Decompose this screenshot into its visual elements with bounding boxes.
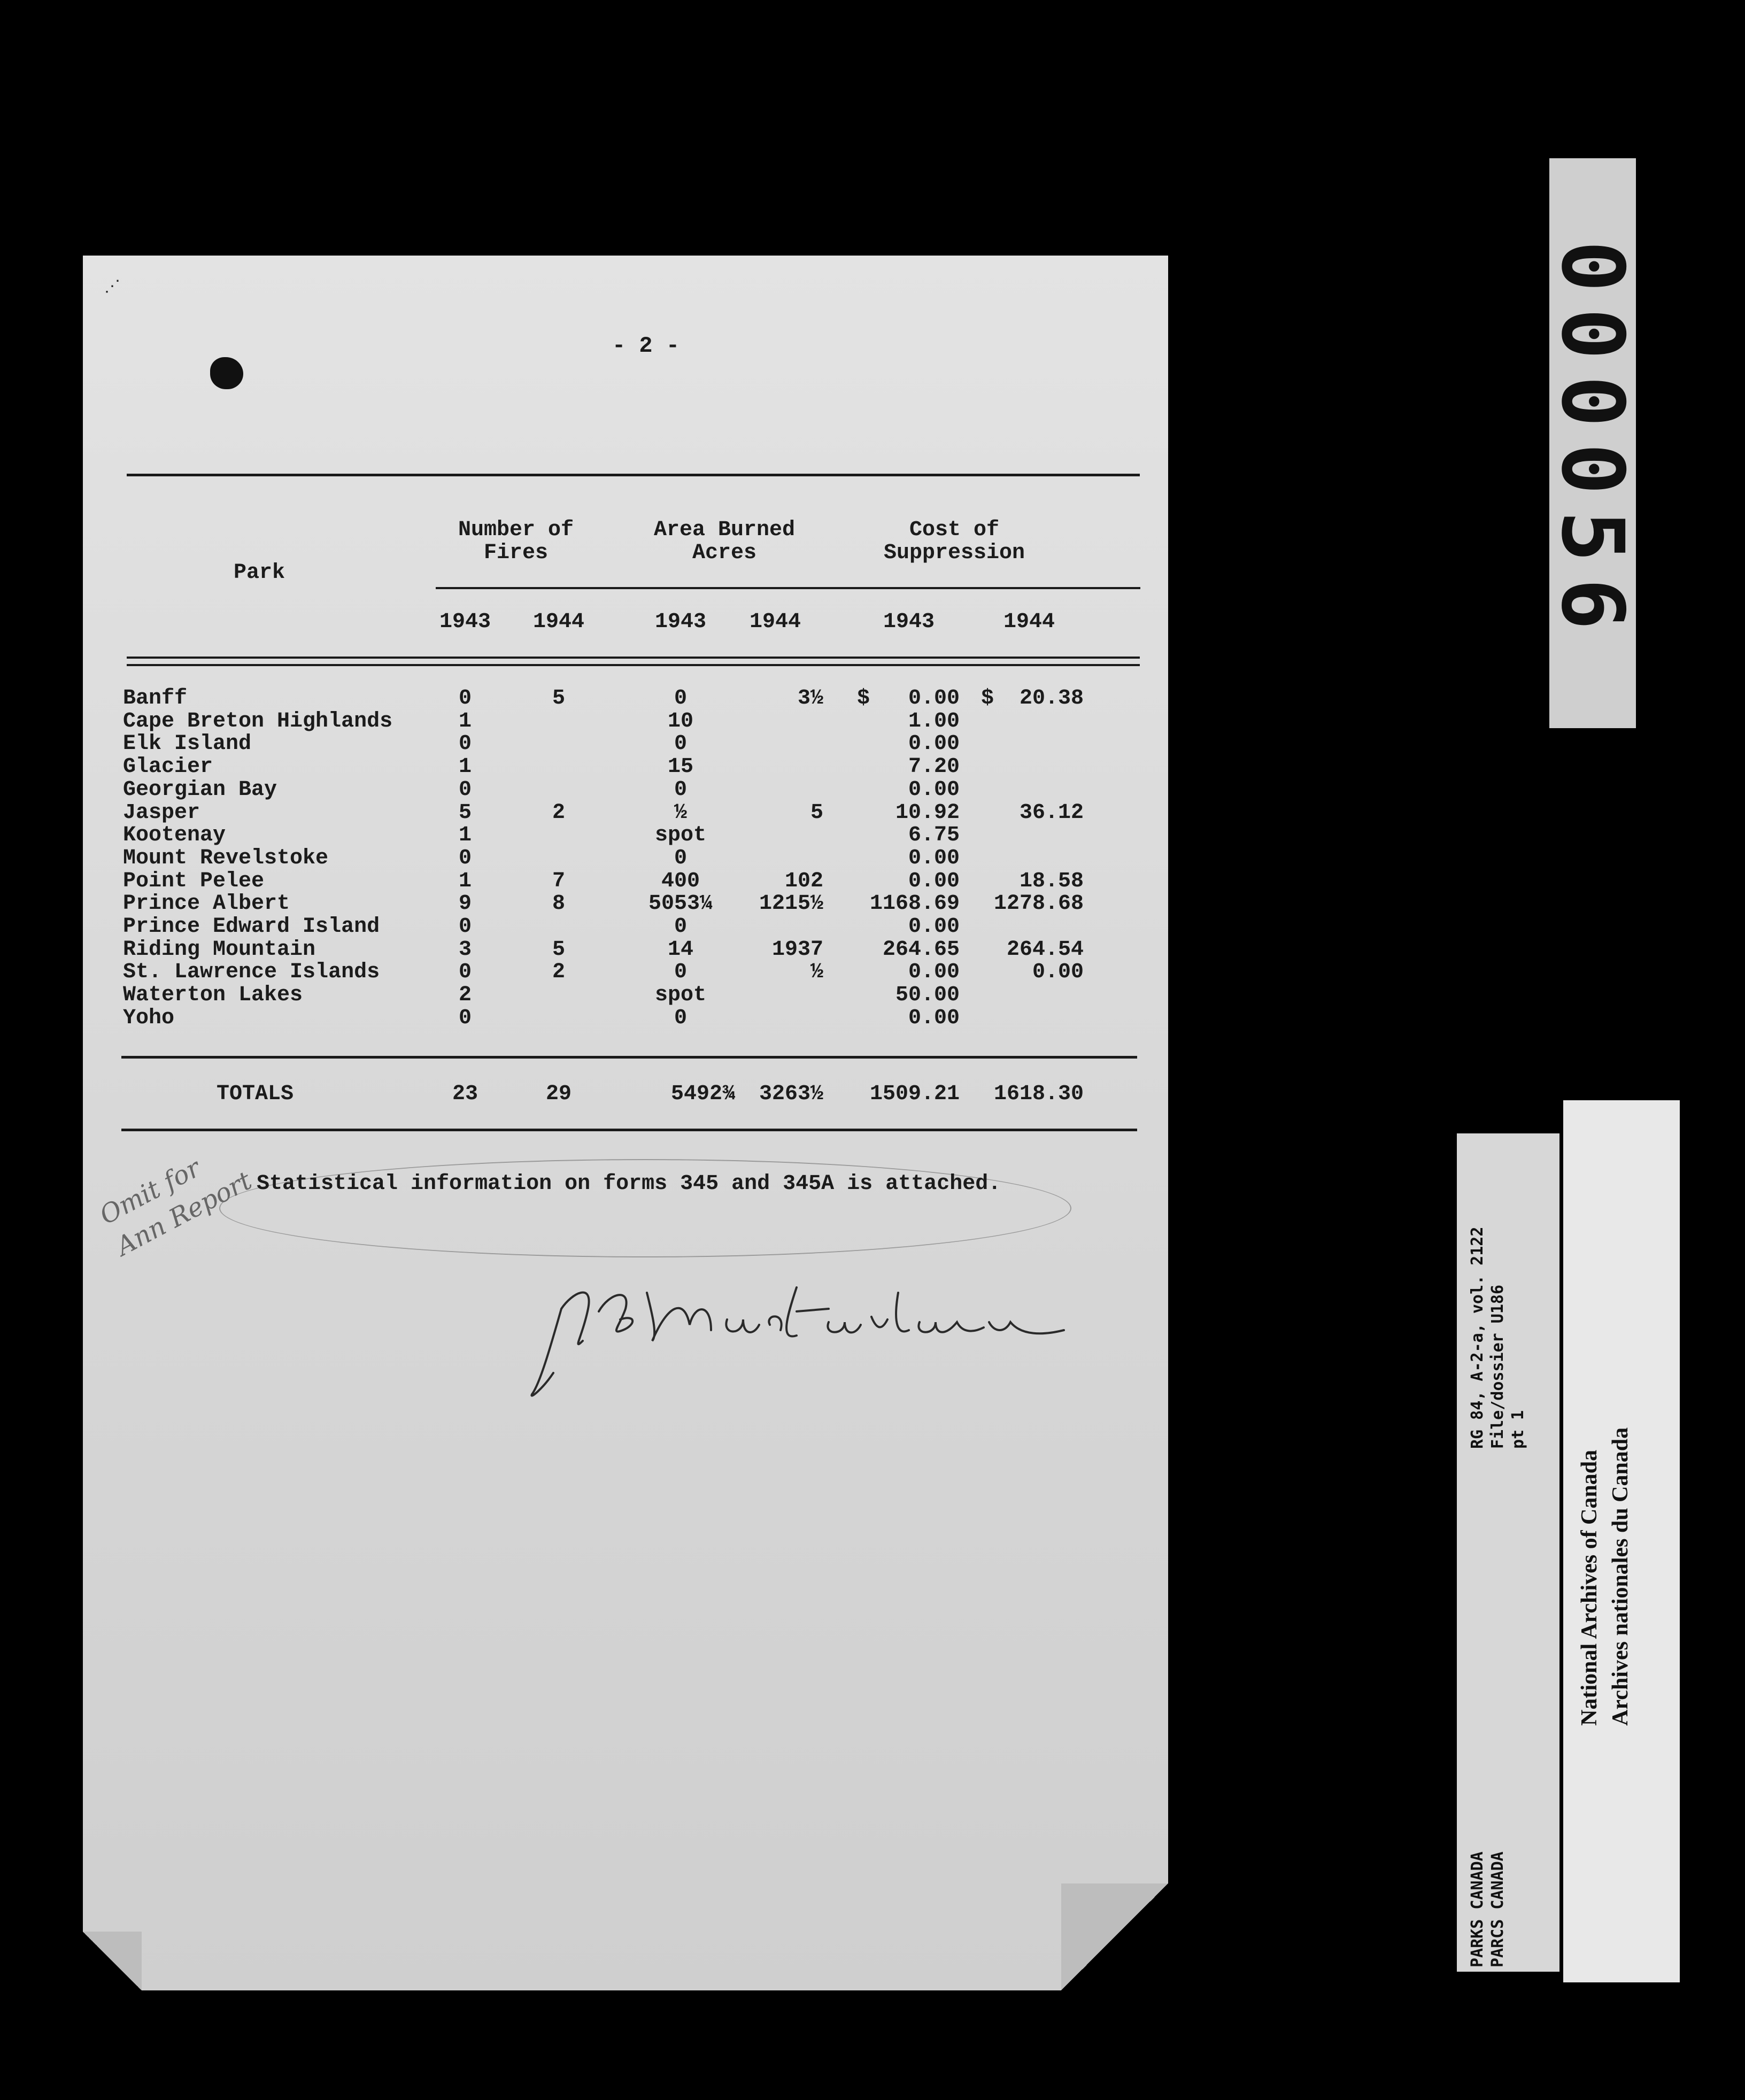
agency-line: PARCS CANADA [1488, 1851, 1507, 1967]
document-page [83, 256, 1168, 1990]
archives-institution-label [1563, 1100, 1680, 1982]
cost-1944: 18.58 [1019, 869, 1084, 893]
group-label-line1: Area Burned [653, 518, 796, 542]
totals-bottom-rule [121, 1129, 1137, 1131]
cost-1943: 7.20 [908, 755, 960, 779]
fires-1944: 8 [552, 892, 565, 916]
area-1944: ½ [810, 960, 823, 985]
area-1943: 0 [674, 846, 687, 870]
area-1944: 5 [810, 800, 823, 825]
park-name: Yoho [123, 1006, 175, 1030]
cost-1943: 0.00 [908, 732, 960, 756]
area-1943: 14 [667, 937, 693, 962]
fires-1943: 1 [458, 823, 472, 848]
year-header: 1944 [1003, 610, 1055, 634]
totals-top-rule [121, 1056, 1137, 1059]
cost-1943: 50.00 [895, 983, 960, 1008]
year-header: 1944 [749, 610, 801, 634]
area-1943: 10 [667, 709, 693, 734]
fires-1944: 7 [552, 869, 565, 893]
area-1943: 5053¼ [648, 892, 713, 916]
area-1943: 0 [674, 732, 687, 756]
institution-line: Archives nationales du Canada [1608, 1427, 1633, 1726]
cost-1944: 36.12 [1019, 800, 1084, 825]
year-header: 1943 [439, 610, 491, 634]
area-1943: 0 [674, 1006, 687, 1030]
fires-1944: 2 [552, 960, 565, 985]
group-label-line1: Cost of [909, 518, 1000, 542]
cost-1943: 0.00 [908, 869, 960, 893]
group-underline [436, 587, 1140, 589]
totals-cost-1943: 1509.21 [869, 1082, 960, 1106]
cost-1943: 10.92 [895, 800, 960, 825]
area-1944: 1215½ [759, 892, 823, 916]
ink-blot [210, 357, 243, 389]
park-name: Point Pelee [123, 869, 265, 893]
cost-1944: 0.00 [1032, 960, 1084, 985]
park-name: Waterton Lakes [123, 983, 303, 1008]
group-label-line2: Fires [483, 541, 549, 565]
group-label-line2: Suppression [883, 541, 1025, 565]
reference-lines [1468, 1227, 1528, 1449]
page-number: - 2 - [612, 333, 680, 359]
year-header: 1944 [532, 610, 584, 634]
cost-1943: $ 0.00 [856, 686, 960, 711]
park-name: Banff [123, 686, 188, 711]
frame-counter-strip [1542, 158, 1643, 728]
park-name: St. Lawrence Islands [123, 960, 380, 985]
park-name: Kootenay [123, 823, 226, 848]
attachment-note: Statistical information on forms 345 and 345A is attached. [257, 1172, 1001, 1196]
area-1943: 400 [661, 869, 700, 893]
area-1943: spot [654, 983, 706, 1008]
fires-1943: 3 [458, 937, 472, 962]
institution-lines [1574, 1427, 1636, 1726]
park-name: Georgian Bay [123, 777, 277, 802]
park-column-header: Park [233, 561, 285, 585]
park-name: Riding Mountain [123, 937, 316, 962]
pencil-annotation: Omit for Ann Report [95, 1153, 257, 1262]
group-label-line2: Acres [692, 541, 757, 565]
fires-1943: 0 [458, 846, 472, 870]
paper-specks: ⋰ [104, 279, 120, 297]
area-1943: 0 [674, 777, 687, 802]
fires-1943: 2 [458, 983, 472, 1008]
totals-area-1943: 5492¾ [670, 1082, 735, 1106]
year-header: 1943 [654, 610, 706, 634]
area-1943: 15 [667, 755, 693, 779]
page-corner-fold-right [1061, 1883, 1168, 1990]
signature [529, 1261, 1117, 1400]
fires-1943: 0 [458, 1006, 472, 1030]
reference-line: pt 1 [1509, 1410, 1527, 1449]
cost-1944: 264.54 [1006, 937, 1084, 962]
fires-1943: 0 [458, 732, 472, 756]
page-corner-fold-left [83, 1932, 142, 1990]
agency-lines [1468, 1851, 1508, 1967]
area-1943: 0 [674, 915, 687, 939]
cost-1943: 0.00 [908, 846, 960, 870]
year-header: 1943 [883, 610, 935, 634]
park-name: Mount Revelstoke [123, 846, 329, 870]
area-1943: 0 [674, 960, 687, 985]
fires-1943: 1 [458, 869, 472, 893]
cost-1944: 1278.68 [993, 892, 1084, 916]
fires-1943: 9 [458, 892, 472, 916]
park-name: Elk Island [123, 732, 252, 756]
area-1943: spot [654, 823, 706, 848]
cost-1943: 0.00 [908, 1006, 960, 1030]
cost-1943: 1168.69 [869, 892, 960, 916]
cost-1943: 0.00 [908, 960, 960, 985]
area-1943: 0 [674, 686, 687, 711]
totals-fires-1944: 29 [545, 1082, 572, 1106]
header-double-rule [127, 664, 1140, 666]
cost-1943: 0.00 [908, 777, 960, 802]
area-1944: 3½ [797, 686, 823, 711]
fires-1944: 2 [552, 800, 565, 825]
area-1944: 102 [784, 869, 823, 893]
fires-1943: 0 [458, 960, 472, 985]
fires-1943: 0 [458, 915, 472, 939]
cost-1943: 6.75 [908, 823, 960, 848]
table-top-rule [127, 474, 1140, 476]
fires-1943: 0 [458, 686, 472, 711]
area-1944: 1937 [771, 937, 823, 962]
fires-1943: 1 [458, 755, 472, 779]
park-name: Prince Edward Island [123, 915, 380, 939]
area-1943: ½ [674, 800, 687, 825]
totals-fires-1943: 23 [452, 1082, 478, 1106]
totals-area-1944: 3263½ [759, 1082, 823, 1106]
agency-line: PARKS CANADA [1468, 1851, 1487, 1967]
institution-line: National Archives of Canada [1577, 1449, 1602, 1726]
group-label-line1: Number of [458, 518, 574, 542]
header-double-rule [127, 657, 1140, 659]
reference-line: File/dossier U186 [1488, 1284, 1507, 1449]
cost-1943: 1.00 [908, 709, 960, 734]
fires-1943: 0 [458, 777, 472, 802]
archive-reference-label [1457, 1133, 1559, 1972]
reference-line: RG 84, A-2-a, vol. 2122 [1468, 1226, 1487, 1449]
totals-cost-1944: 1618.30 [993, 1082, 1084, 1106]
park-name: Cape Breton Highlands [123, 709, 393, 734]
totals-label: TOTALS [217, 1082, 294, 1106]
park-name: Prince Albert [123, 892, 290, 916]
cost-1943: 0.00 [908, 915, 960, 939]
cost-1944: $ 20.38 [980, 686, 1084, 711]
cost-1943: 264.65 [882, 937, 960, 962]
fires-1943: 1 [458, 709, 472, 734]
park-name: Jasper [123, 800, 200, 825]
fires-1943: 5 [458, 800, 472, 825]
park-name: Glacier [123, 755, 213, 779]
fires-1944: 5 [552, 686, 565, 711]
fires-1944: 5 [552, 937, 565, 962]
frame-counter: 000056 [1542, 241, 1643, 646]
